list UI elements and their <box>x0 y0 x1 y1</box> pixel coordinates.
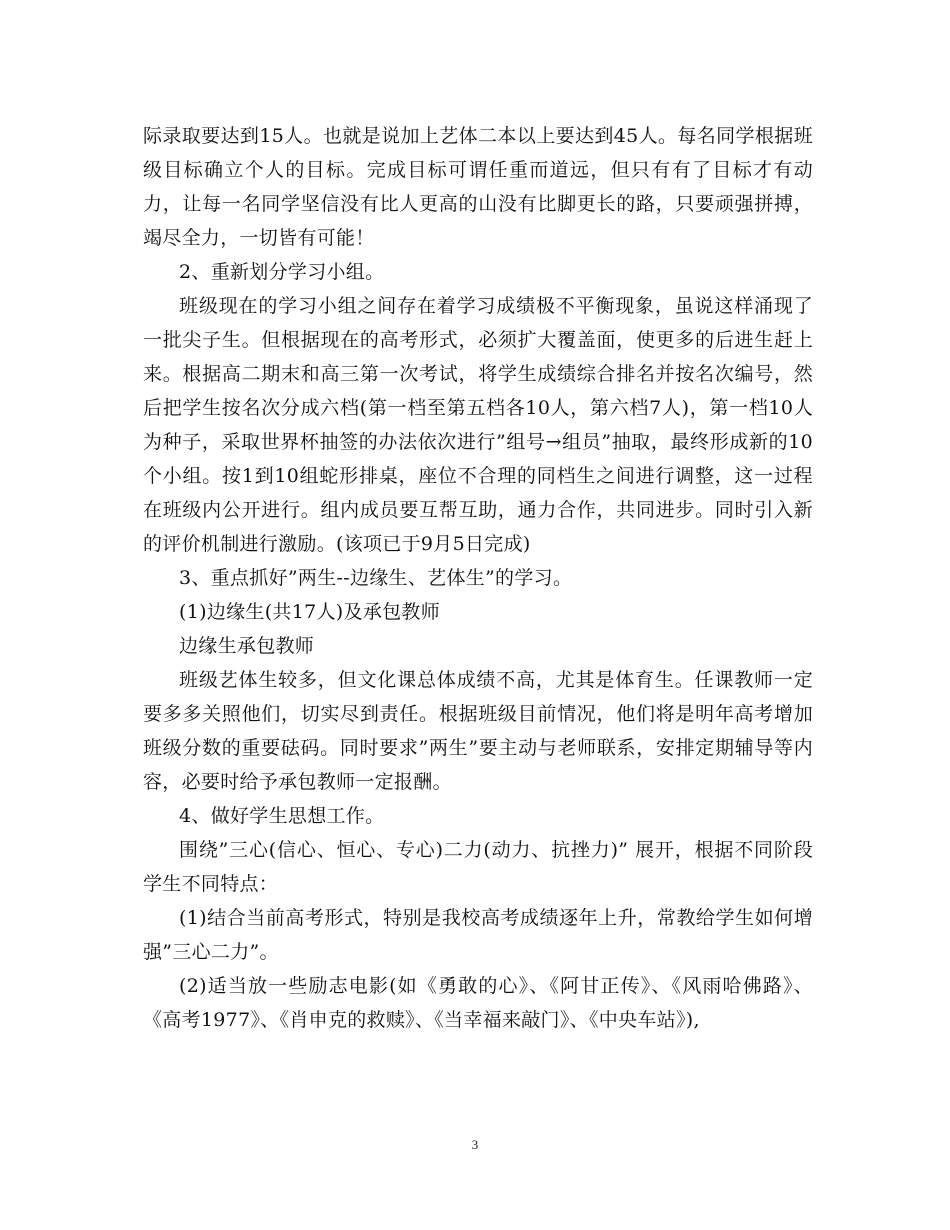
label-marginal-teachers: 边缘生承包教师 <box>179 635 315 657</box>
heading-ideological-work: 4、做好学生思想工作。 <box>179 805 385 827</box>
paragraph-study-groups: 班级现在的学习小组之间存在着学习成绩极不平衡现象，虽说这样涌现了一批尖子生。但根据现在的高考形式，必须扩大覆盖面，使更多的后进生赶上来。根据高二期末和高三第一次考试，将学生成绩综合排名并按名次编号，然后把学生按名次分成六档(第一档至第五档各10人，第六档7人)，第一档10人为种子，采取世界杯抽签的办法依次进行”组号→组员”抽取，最终形成新的10个小组。按1到10组蛇形排桌，座位不合理的同档生之间进行调整，这一过程在班级内公开进行。组内成员要互帮互助，通力合作，共同进步。同时引入新的评价机制进行激励。(该项已于9月5日完成) <box>143 295 813 555</box>
subheading-marginal-students: (1)边缘生(共17人)及承包教师 <box>179 601 441 623</box>
paragraph-art-sports-students: 班级艺体生较多，但文化课总体成绩不高，尤其是体育生。任课教师一定要多多关照他们，切实尽到责任。根据班级目前情况，他们将是明年高考增加班级分数的重要砝码。同时要求”两生”要主动与老师联系，安排定期辅导等内容，必要时给予承包教师一定报酬。 <box>143 669 813 793</box>
list-item-2: (2)适当放一些励志电影(如《勇敢的心》、《阿甘正传》、《风雨哈佛路》、《高考1977》、《肖申克的救赎》、《当幸福来敲门》、《中央车站》), <box>143 975 813 1031</box>
heading-regroup-study-groups: 2、重新划分学习小组。 <box>179 261 385 283</box>
list-item-1: (1)结合当前高考形式，特别是我校高考成绩逐年上升，常教给学生如何增强”三心二力”。 <box>143 907 813 963</box>
paragraph-class-goal: 际录取要达到15人。也就是说加上艺体二本以上要达到45人。每名同学根据班级目标确立个人的目标。完成目标可谓任重而道远，但只有有了目标才有动力，让每一名同学坚信没有比人更高的山没有比脚更长的路，只要顽强拼搏，竭尽全力，一切皆有可能！ <box>143 125 813 249</box>
page-number: 3 <box>471 1137 479 1152</box>
heading-two-groups: 3、重点抓好”两生--边缘生、艺体生”的学习。 <box>179 567 573 589</box>
paragraph-three-hearts: 围绕”三心(信心、恒心、专心)二力(动力、抗挫力)” 展开，根据不同阶段学生不同特点： <box>143 839 813 895</box>
